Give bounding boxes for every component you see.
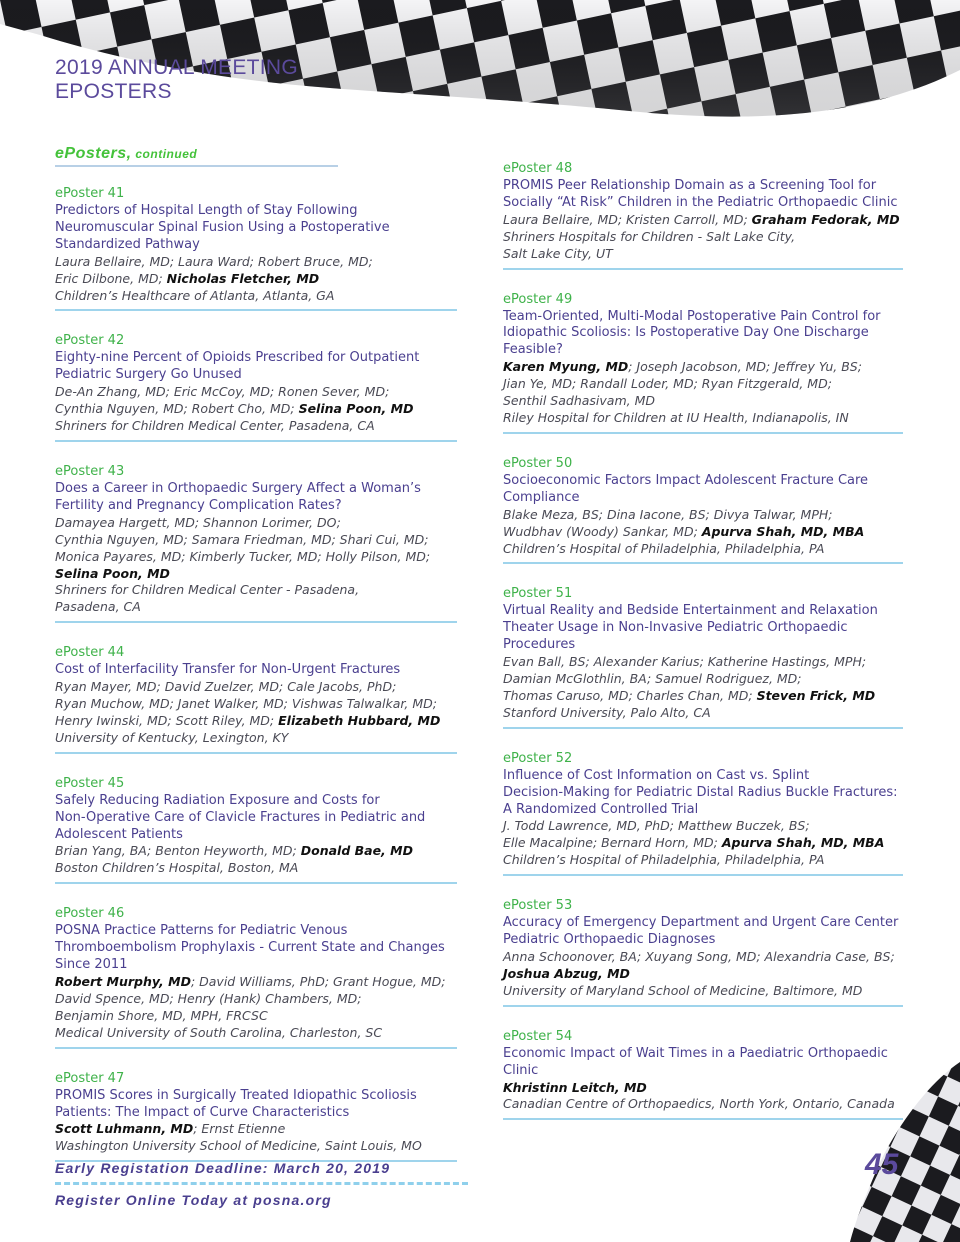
eposter-title: PROMIS Scores in Surgically Treated Idiopathic Scoliosis Patients: The Impact of Curve Characteristics [55,1087,417,1120]
eposter-institution: Children’s Healthcare of Atlanta, Atlanta, GA [55,287,335,303]
eposter-authors: Evan Ball, BS; Alexander Karius; Katherine Hastings, MPH; Damian McGlothlin, BA; Samuel Rodriguez, MD; Thomas Caruso, MD; Charles Chan, MD; Steven Frick, MD [503,654,876,703]
eposter-authors: Blake Meza, BS; Dina Iacone, BS; Divya Talwar, MPH; Wudbhav (Woody) Sankar, MD; Apurva Shah, MD, MBA [503,506,865,539]
eposter-institution: Children’s Hospital of Philadelphia, Philadelphia, PA [503,852,825,868]
eposter-title: Does a Career in Orthopaedic Surgery Affect a Woman’s Fertility and Pregnancy Complication Rates? [55,480,421,513]
eposter-institution: Canadian Centre of Orthopaedics, North York, Ontario, Canada [503,1096,895,1112]
page-header-title [55,56,298,104]
eposter-entry [503,751,903,876]
register-online-link[interactable]: Register Online Today at posna.org [55,1192,332,1208]
eposter-number: ePoster 53 [503,898,573,914]
eposter-number: ePoster 43 [55,463,125,479]
eposter-entry [55,1071,457,1163]
eposter-entry [503,586,903,728]
eposter-title: Virtual Reality and Bedside Entertainment and Relaxation Theater Usage in Non-Invasive Pediatric Orthopaedic Procedures [503,603,878,653]
eposter-authors: De-An Zhang, MD; Eric McCoy, MD; Ronen Sever, MD; Cynthia Nguyen, MD; Robert Cho, MD; Selina Poon, MD [55,384,414,417]
eposter-authors: Damayea Hargett, MD; Shannon Lorimer, DO; Cynthia Nguyen, MD; Samara Friedman, MD; Shari Cui, MD; Monica Payares, MD; Kimberly Tucker, MD; Holly Pilson, MD; Selina Poon, MD [55,514,431,581]
section-title [55,145,338,167]
eposter-title: POSNA Practice Patterns for Pediatric Venous Thromboembolism Prophylaxis - Current State and Changes Since 2011 [55,923,445,973]
eposter-title: Accuracy of Emergency Department and Urgent Care Center Pediatric Orthopaedic Diagnoses [503,915,899,948]
eposter-number: ePoster 50 [503,455,573,471]
left-column [55,186,457,1184]
eposter-entry [55,776,457,885]
eposter-institution: Washington University School of Medicine, Saint Louis, MO [55,1138,422,1154]
eposter-entry [55,186,457,311]
eposter-number: ePoster 48 [503,161,573,176]
eposter-institution: Riley Hospital for Children at IU Health, Indianapolis, IN [503,409,849,425]
eposter-institution: Medical University of South Carolina, Charleston, SC [55,1024,383,1040]
eposter-entry [503,898,903,1007]
eposter-title: Cost of Interfacility Transfer for Non-Urgent Fractures [55,662,401,678]
eposter-title: Predictors of Hospital Length of Stay Following Neuromuscular Spinal Fusion Using a Postoperative Standardized Pathway [55,203,390,252]
eposter-number: ePoster 51 [503,586,573,602]
header-line-1: 2019 ANNUAL MEETING [55,56,299,79]
eposter-title: Socioeconomic Factors Impact Adolescent Fracture Care Compliance [503,472,869,505]
eposter-authors: Scott Luhmann, MD; Ernst Etienne [55,1121,286,1137]
registration-deadline: Early Registation Deadline: March 20, 2019 [55,1160,391,1176]
eposter-institution: Shriners for Children Medical Center - Pasadena, Pasadena, CA [55,582,360,615]
eposter-title: Eighty-nine Percent of Opioids Prescribed for Outpatient Pediatric Surgery Go Unused [55,350,420,383]
eposter-institution: Shriners Hospitals for Children - Salt Lake City, Salt Lake City, UT [503,228,796,261]
eposter-title: PROMIS Peer Relationship Domain as a Screening Tool for Socially “At Risk” Children in the Pediatric Orthopaedic Clinic [503,178,898,210]
eposter-number: ePoster 41 [55,186,125,201]
eposter-institution: University of Maryland School of Medicine, Baltimore, MD [503,982,863,998]
eposter-entry [503,161,903,270]
eposter-authors: Brian Yang, BA; Benton Heyworth, MD; Donald Bae, MD [55,843,413,859]
header-line-2: EPOSTERS [55,80,172,103]
footer [55,1160,468,1208]
eposter-title: Influence of Cost Information on Cast vs. Splint Decision-Making for Pediatric Distal Radius Buckle Fractures: A Randomized Controlled Trial [503,767,898,817]
eposter-title: Economic Impact of Wait Times in a Paediatric Orthopaedic Clinic [503,1045,888,1078]
eposter-entry [503,292,903,434]
eposter-institution: Children’s Hospital of Philadelphia, Philadelphia, PA [503,540,825,556]
eposter-number: ePoster 45 [55,775,125,791]
eposter-entry [55,464,457,623]
eposter-authors: Robert Murphy, MD; David Williams, PhD; Grant Hogue, MD; David Spence, MD; Henry (Hank) Chambers, MD; Benjamin Shore, MD, MPH, FRCSC [55,974,446,1023]
eposter-authors: Anna Schoonover, BA; Xuyang Song, MD; Alexandria Case, BS; Joshua Abzug, MD [503,949,895,981]
eposter-authors: Laura Bellaire, MD; Laura Ward; Robert Bruce, MD; Eric Dilbone, MD; Nicholas Fletcher, MD [55,253,373,286]
eposter-institution: University of Kentucky, Lexington, KY [55,729,289,745]
eposter-number: ePoster 42 [55,333,125,349]
eposter-title: Safely Reducing Radiation Exposure and Costs for Non-Operative Care of Clavicle Fractures in Pediatric and Adolescent Patients [55,792,426,842]
eposter-number: ePoster 47 [55,1070,125,1086]
eposter-entry [55,645,457,754]
eposter-authors: Ryan Mayer, MD; David Zuelzer, MD; Cale Jacobs, PhD; Ryan Muchow, MD; Janet Walker, MD; Vishwas Talwalkar, MD; Henry Iwinski, MD; Scott Riley, MD; Elizabeth Hubbard, MD [55,679,441,728]
eposter-number: ePoster 54 [503,1028,573,1044]
right-column [503,161,903,1142]
eposter-number: ePoster 46 [55,906,125,922]
eposter-number: ePoster 49 [503,291,573,307]
eposter-entry [503,456,903,565]
eposter-institution: Stanford University, Palo Alto, CA [503,704,711,720]
eposter-number: ePoster 44 [55,645,125,661]
section-title-suffix: continued [131,147,198,161]
eposter-entry [503,1029,903,1121]
eposter-authors: Karen Myung, MD; Joseph Jacobson, MD; Jeffrey Yu, BS; Jian Ye, MD; Randall Loder, MD; Ryan Fitzgerald, MD; Senthil Sadhasivam, MD [503,359,862,409]
eposter-title: Team-Oriented, Multi-Modal Postoperative Pain Control for Idiopathic Scoliosis: Is Postoperative Day One Discharge Feasible? [503,308,881,358]
page-number: 45 [865,1148,899,1181]
footer-dashed-divider [55,1182,468,1185]
eposter-entry [55,906,457,1048]
eposter-authors: Khristinn Leitch, MD [503,1079,647,1095]
eposter-authors: Laura Bellaire, MD; Kristen Carroll, MD; Graham Fedorak, MD [503,211,900,227]
eposter-institution: Shriners for Children Medical Center, Pasadena, CA [55,418,375,434]
section-title-main: ePosters, [55,145,132,162]
eposter-entry [55,333,457,442]
eposter-institution: Boston Children’s Hospital, Boston, MA [55,860,299,876]
eposter-number: ePoster 52 [503,750,573,766]
eposter-authors: J. Todd Lawrence, MD, PhD; Matthew Buczek, BS; Elle Macalpine; Bernard Horn, MD; Apurva Shah, MD, MBA [503,818,885,851]
